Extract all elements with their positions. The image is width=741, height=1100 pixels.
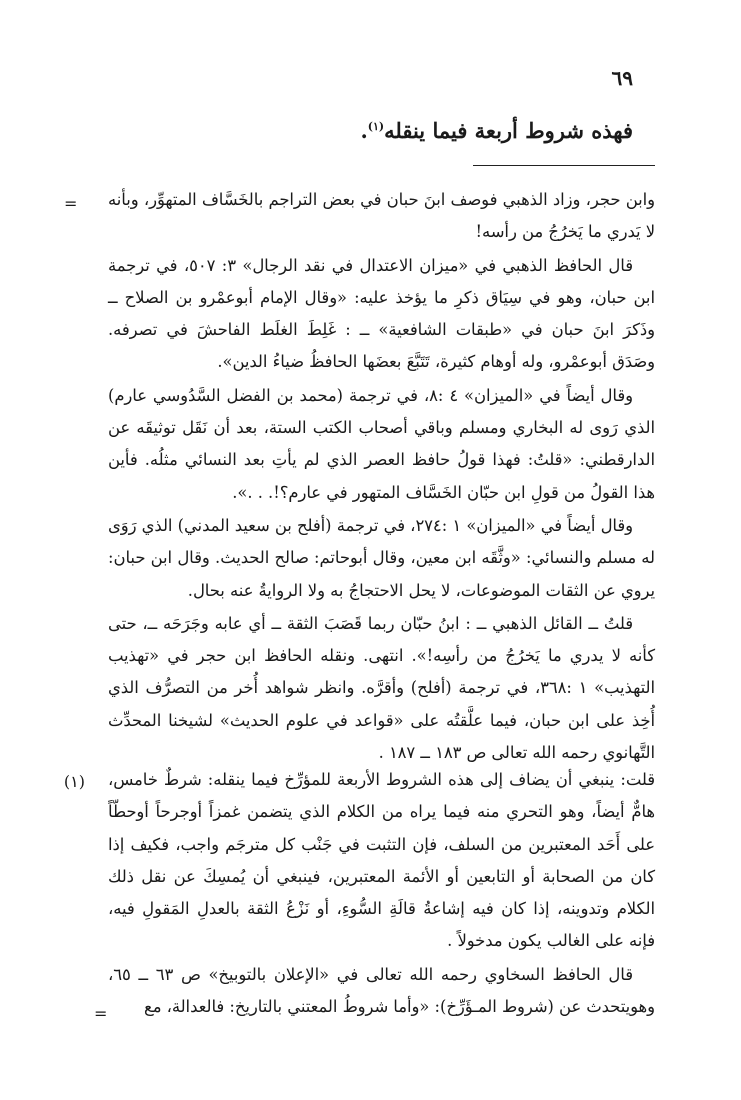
main-text-line: فهذه شروط أربعة فيما ينقله$^{(١)}$.: [360, 118, 633, 143]
footnote-1-paragraph-1: قلت: ينبغي أن يضاف إلى هذه الشروط الأربعة للمؤرِّخ فيما ينقله: شرطٌ خامس، هامٌّ أيضاً، وهو التحري منه فيما يراه من الكلام الذي يتضمن غمزاً أوجرحاً أوحطّاً على أَحَد المعتبرين من السلف، فإن التثبت في جَنْب كل مترجَم واجب، فكيف إذا كان من الصحابة أو التابعين أو الأئمة المعتبرين، فينبغي أن يُمسِكَ عن نقل ذلك الكلام وتدوينه، إذا كان فيه إشاعةُ قالَةِ السُّوءِ، أو نَزْعُ الثقة بالعدلِ المَقولِ فيه، فإنه على الغالب يكون مدخولاً .: [108, 770, 655, 951]
main-text: فهذه شروط أربعة فيما ينقله: [384, 118, 633, 143]
page-number: ٦٩: [611, 66, 633, 90]
footnote-1: [108, 764, 655, 1023]
footnote-1-label: (١): [63, 772, 85, 791]
footnote-1-paragraph-2: قال الحافظ السخاوي رحمه الله تعالى في «الإعلان بالتوبيخ» ص ٦٣ ــ ٦٥، وهويتحدث عن (شروط المـؤَرِّخ): «وأما شروطُ المعتني بالتاريخ: فالعدالة، مع: [108, 964, 655, 1017]
continued-paragraph-5: قلتُ ــ القائل الذهبي ــ : ابنُ حبّان ربما قَصَبَ الثقة ــ أي عابه وجَرَحَه ــ، حتى كأنه لا يدري ما يَخرُجُ من رأسِه!». انتهى. ونقله الحافظ ابن حجر في «تهذيب التهذيب» ١ :٣٦٨، في ترجمة (أفلح) وأقرَّه. وانظر شواهد أُخر من التصرُّف الذي أُخِذ على ابن حبان، فيما علَّقتُه على «قواعد في علوم الحديث» لشيخنا المحدِّث التَّهانوي رحمه الله تعالى ص ١٨٣ ــ ١٨٧ .: [108, 613, 655, 763]
footnote-ref: (١): [367, 120, 385, 133]
continuation-end-marker: =: [94, 1004, 108, 1023]
continued-paragraph-2: قال الحافظ الذهبي في «ميزان الاعتدال في نقد الرجال» ٣: ٥٠٧، في ترجمة ابن حبان، وهو في سِيَاق ذكرِ ما يؤخذ عليه: «وقال الإمام أبوعمْرو بن الصلاح ــ وذَكرَ ابنَ حبان في «طبقات الشافعية» ــ : غَلِطَ الغلَط الفاحشَ في تصرفه. وصَدَق أبوعمْرو، وله أوهام كثيرة، تَتَبَّعَ بعضَها الحافظُ ضياءُ الدين».: [108, 255, 655, 372]
continuation-start-marker: =: [64, 194, 78, 213]
continued-paragraph-1: وابن حجر، وزاد الذهبي فوصف ابنَ حبان في بعض التراجم بالخَسَّاف المتهوِّر، وبأنه لا يَدري ما يَخرُجُ من رأسه!: [108, 190, 655, 242]
continued-paragraph-4: وقال أيضاً في «الميزان» ١ :٢٧٤، في ترجمة (أفلح بن سعيد المدني) الذي رَوَى له مسلم والنسائي: «وثَّقَه ابن معين، وقال أبوحاتم: صالح الحديث. وقال ابن حبان: يروي عن الثقات الموضوعات، لا يحل الاحتجاجُ به ولا الروايةُ عنه بحال.: [108, 515, 655, 600]
continued-notes: [108, 184, 655, 769]
continued-paragraph-3: وقال أيضاً في «الميزان» ٤ :٨، في ترجمة (محمد بن الفضل السَّدُوسي عارم) الذي رَوى له البخاري ومسلم وباقي أصحاب الكتب الستة، بعد أن نَقَل توثيقَه عن الدارقطني: «قلتُ: فهذا قولُ حافظ العصر الذي لم يأتِ بعد النسائي مثلُه. فأين هذا القولُ من قولِ ابن حبّان الخَسَّاف المتهور في عارم؟!. . .».: [108, 385, 655, 502]
footnote-separator: [473, 165, 655, 166]
